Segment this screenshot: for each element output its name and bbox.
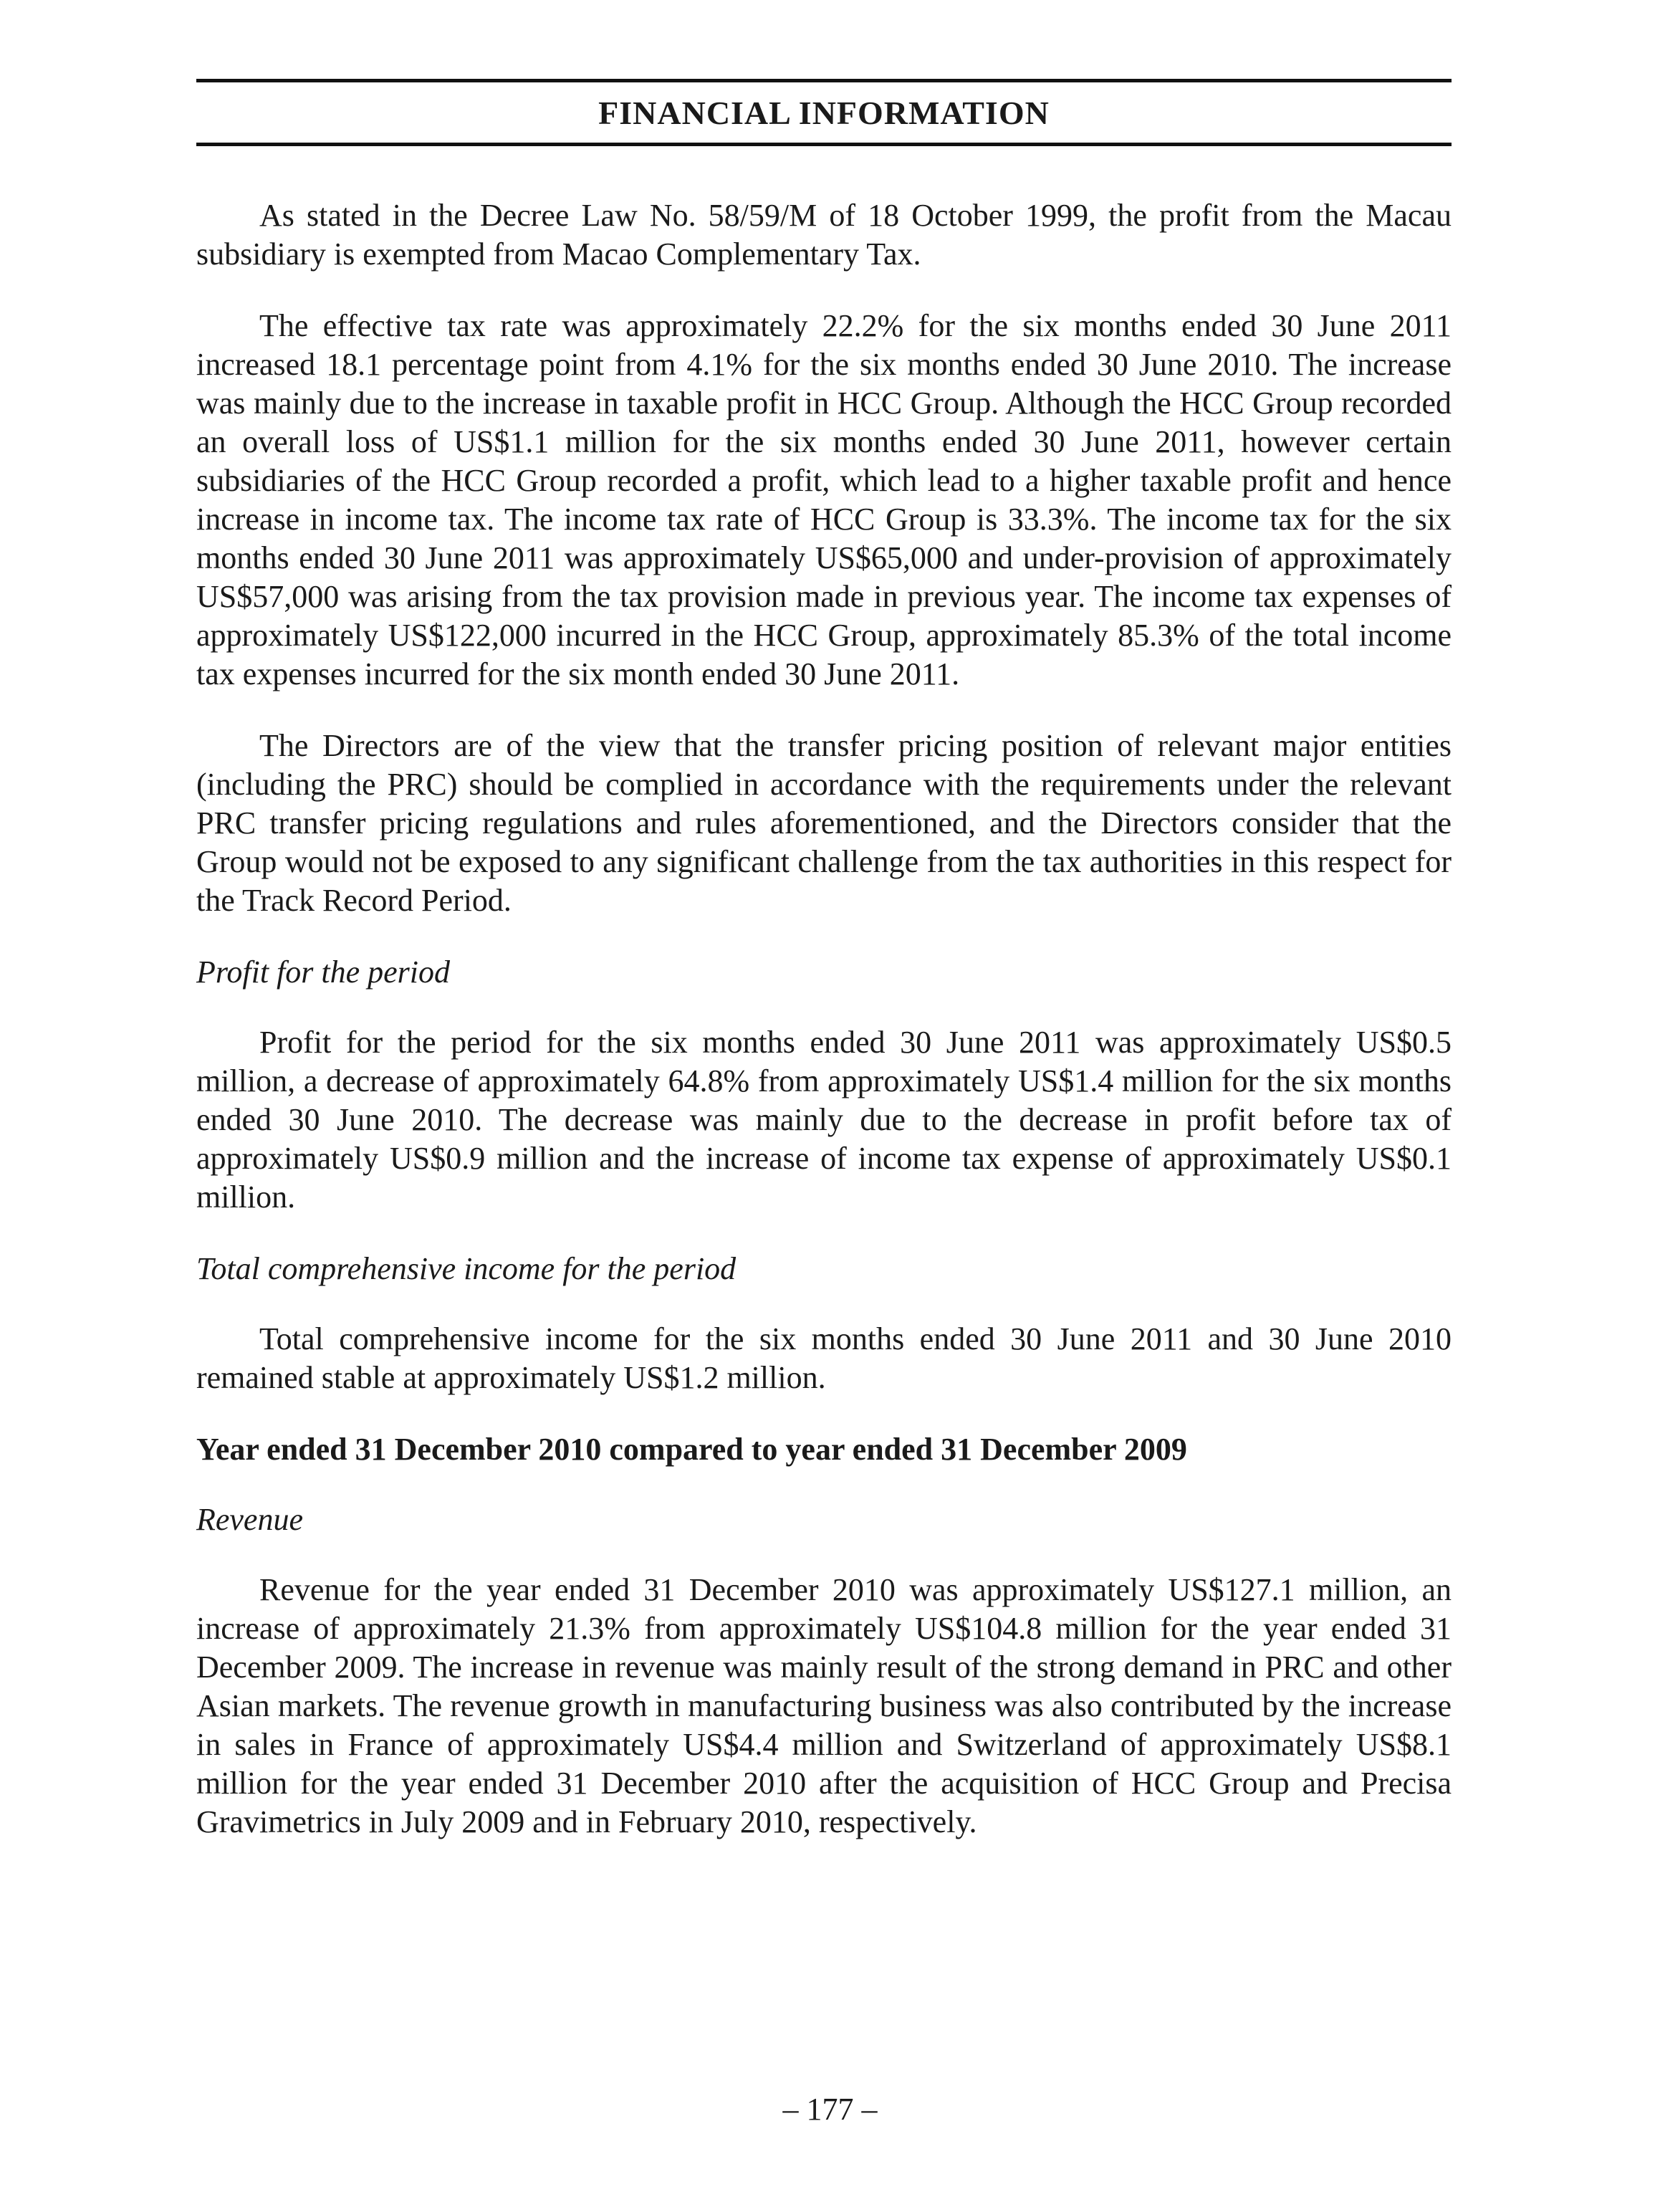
paragraph-total-comprehensive-income: Total comprehensive income for the six months ended 30 June 2011 and 30 June 2010 remained stable at approximately US$1.2 million. [196, 1321, 1452, 1395]
section-heading-year-comparison: Year ended 31 December 2010 compared to year ended 31 December 2009 [196, 1432, 1187, 1467]
document-page [196, 79, 1452, 1875]
paragraph-revenue: Revenue for the year ended 31 December 2010 was approximately US$127.1 million, an increase of approximately 21.3% from approximately US$104.8 million for the year ended 31 December 2009. The increase in revenue was mainly result of the strong demand in PRC and other Asian markets. The revenue growth in manufacturing business was also contributed by the increase in sales in France of approximately US$4.4 million and Switzerland of approximately US$8.1 million for the year ended 31 December 2010 after the acquisition of HCC Group and Precisa Gravimetrics in July 2009 and in February 2010, respectively. [196, 1572, 1452, 1839]
paragraph-effective-tax-rate: The effective tax rate was approximately 22.2% for the six months ended 30 June 2011 increased 18.1 percentage point from 4.1% for the six months ended 30 June 2010. The increase was mainly due to the increase in taxable profit in HCC Group. Although the HCC Group recorded an overall loss of US$1.1 million for the six months ended 30 June 2011, however certain subsidiaries of the HCC Group recorded a profit, which lead to a higher taxable profit and hence increase in income tax. The income tax rate of HCC Group is 33.3%. The income tax for the six months ended 30 June 2011 was approximately US$65,000 and under-provision of approximately US$57,000 was arising from the tax provision made in previous year. The income tax expenses of approximately US$122,000 incurred in the HCC Group, approximately 85.3% of the total income tax expenses incurred for the six month ended 30 June 2011. [196, 308, 1452, 691]
subheading-profit-for-period: Profit for the period [196, 954, 451, 990]
paragraph-profit-for-period: Profit for the period for the six months ended 30 June 2011 was approximately US$0.5 million, a decrease of approximately 64.8% from approximately US$1.4 million for the six months ended 30 June 2010. The decrease was mainly due to the decrease in profit before tax of approximately US$0.9 million and the increase of income tax expense of approximately US$0.1 million. [196, 1025, 1452, 1215]
page-content [196, 196, 1452, 1842]
subheading-revenue: Revenue [196, 1502, 303, 1537]
page-header-title: FINANCIAL INFORMATION [598, 95, 1050, 131]
header-bottom-rule [196, 143, 1452, 146]
subheading-total-comprehensive-income: Total comprehensive income for the period [196, 1251, 737, 1286]
paragraph-transfer-pricing: The Directors are of the view that the transfer pricing position of relevant major entities (including the PRC) should be complied in accordance with the requirements under the relevant PRC transfer pricing regulations and rules aforementioned, and the Directors consider that the Group would not be exposed to any significant challenge from the tax authorities in this respect for the Track Record Period. [196, 728, 1452, 918]
paragraph-macau-tax: As stated in the Decree Law No. 58/59/M of 18 October 1999, the profit from the Macau subsidiary is exempted from Macao Complementary Tax. [196, 198, 1452, 272]
page-number: – 177 – [782, 2092, 878, 2127]
